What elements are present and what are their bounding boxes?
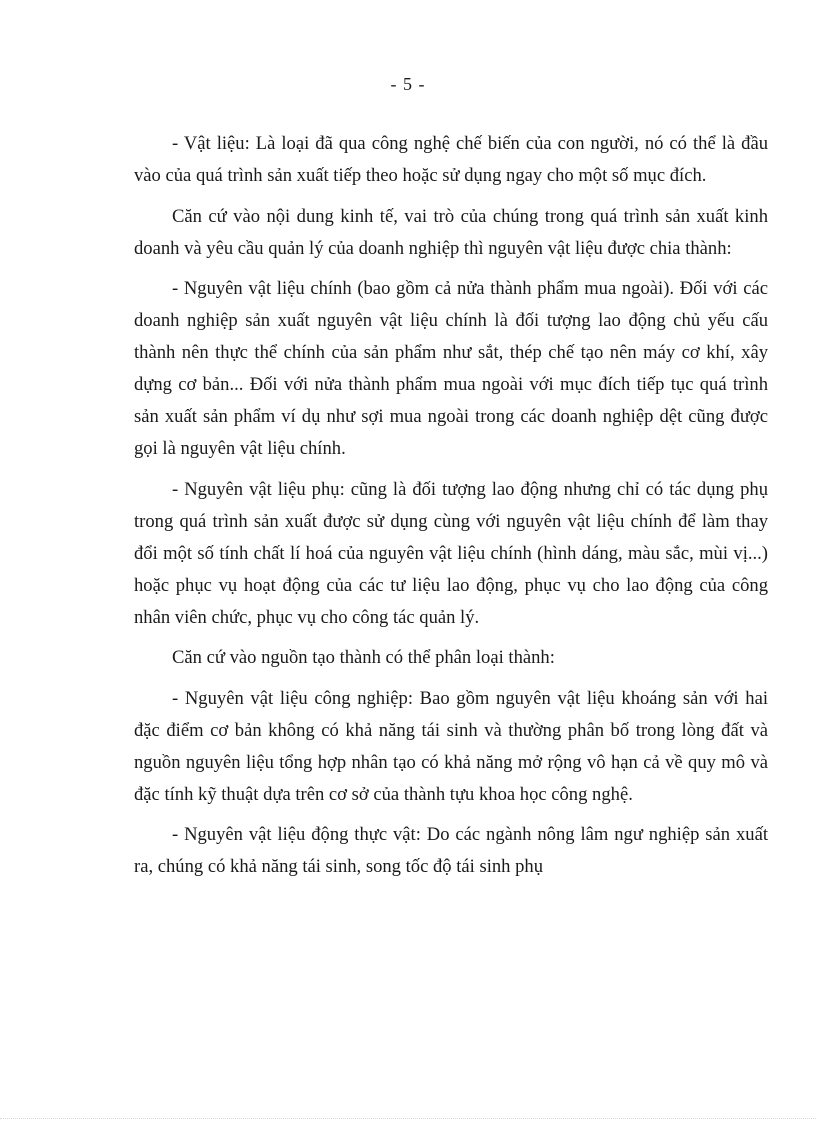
paragraph-nvl-phu: - Nguyên vật liệu phụ: cũng là đối tượng lao động nhưng chỉ có tác dụng phụ trong quá trình sản xuất được sử dụng cùng với nguyên vật liệu chính để làm thay đổi một số tính chất lí hoá của nguyên vật liệu chính (hình dáng, màu sắc, mùi vị...) hoặc phục vụ hoạt động của các tư liệu lao động, phục vụ cho lao động của công nhân viên chức, phục vụ cho công tác quản lý.	[134, 478, 768, 628]
paragraph-vat-lieu: - Vật liệu: Là loại đã qua công nghệ chế biến của con người, nó có thể là đầu vào của quá trình sản xuất tiếp theo hoặc sử dụng ngay cho một số mục đích.	[134, 133, 768, 186]
page-number: - 5 -	[390, 74, 426, 94]
page-bottom-divider	[0, 1118, 816, 1119]
paragraph-phan-loai-kinh-te: Căn cứ vào nội dung kinh tế, vai trò của chúng trong quá trình sản xuất kinh doanh và yêu cầu quản lý của doanh nghiệp thì nguyên vật liệu được chia thành:	[134, 205, 768, 259]
paragraph-nvl-cong-nghiep: - Nguyên vật liệu công nghiệp: Bao gồm nguyên vật liệu khoáng sản với hai đặc điểm cơ bản không có khả năng tái sinh và thường phân bố trong lòng đất và nguồn nguyên liệu tổng hợp nhân tạo có khả năng mở rộng vô hạn cả về quy mô và đặc tính kỹ thuật dựa trên cơ sở của thành tựu khoa học công nghệ.	[134, 687, 768, 805]
document-body	[134, 128, 768, 892]
paragraph-nvl-dong-thuc-vat: - Nguyên vật liệu động thực vật: Do các ngành nông lâm ngư nghiệp sản xuất ra, chúng có khả năng tái sinh, song tốc độ tái sinh phụ	[134, 824, 768, 877]
paragraph-phan-loai-nguon: Căn cứ vào nguồn tạo thành có thể phân loại thành:	[172, 647, 555, 668]
paragraph-nvl-chinh: - Nguyên vật liệu chính (bao gồm cả nửa thành phẩm mua ngoài). Đối với các doanh nghiệp sản xuất nguyên vật liệu chính là đối tượng lao động chủ yếu cấu thành nên thực thể chính của sản phẩm như sắt, thép chế tạo nên máy cơ khí, xây dựng cơ bản... Đối với nửa thành phẩm mua ngoài với mục đích tiếp tục quá trình sản xuất sản phẩm ví dụ như sợi mua ngoài trong các doanh nghiệp dệt cũng được gọi là nguyên vật liệu chính.	[134, 278, 768, 459]
